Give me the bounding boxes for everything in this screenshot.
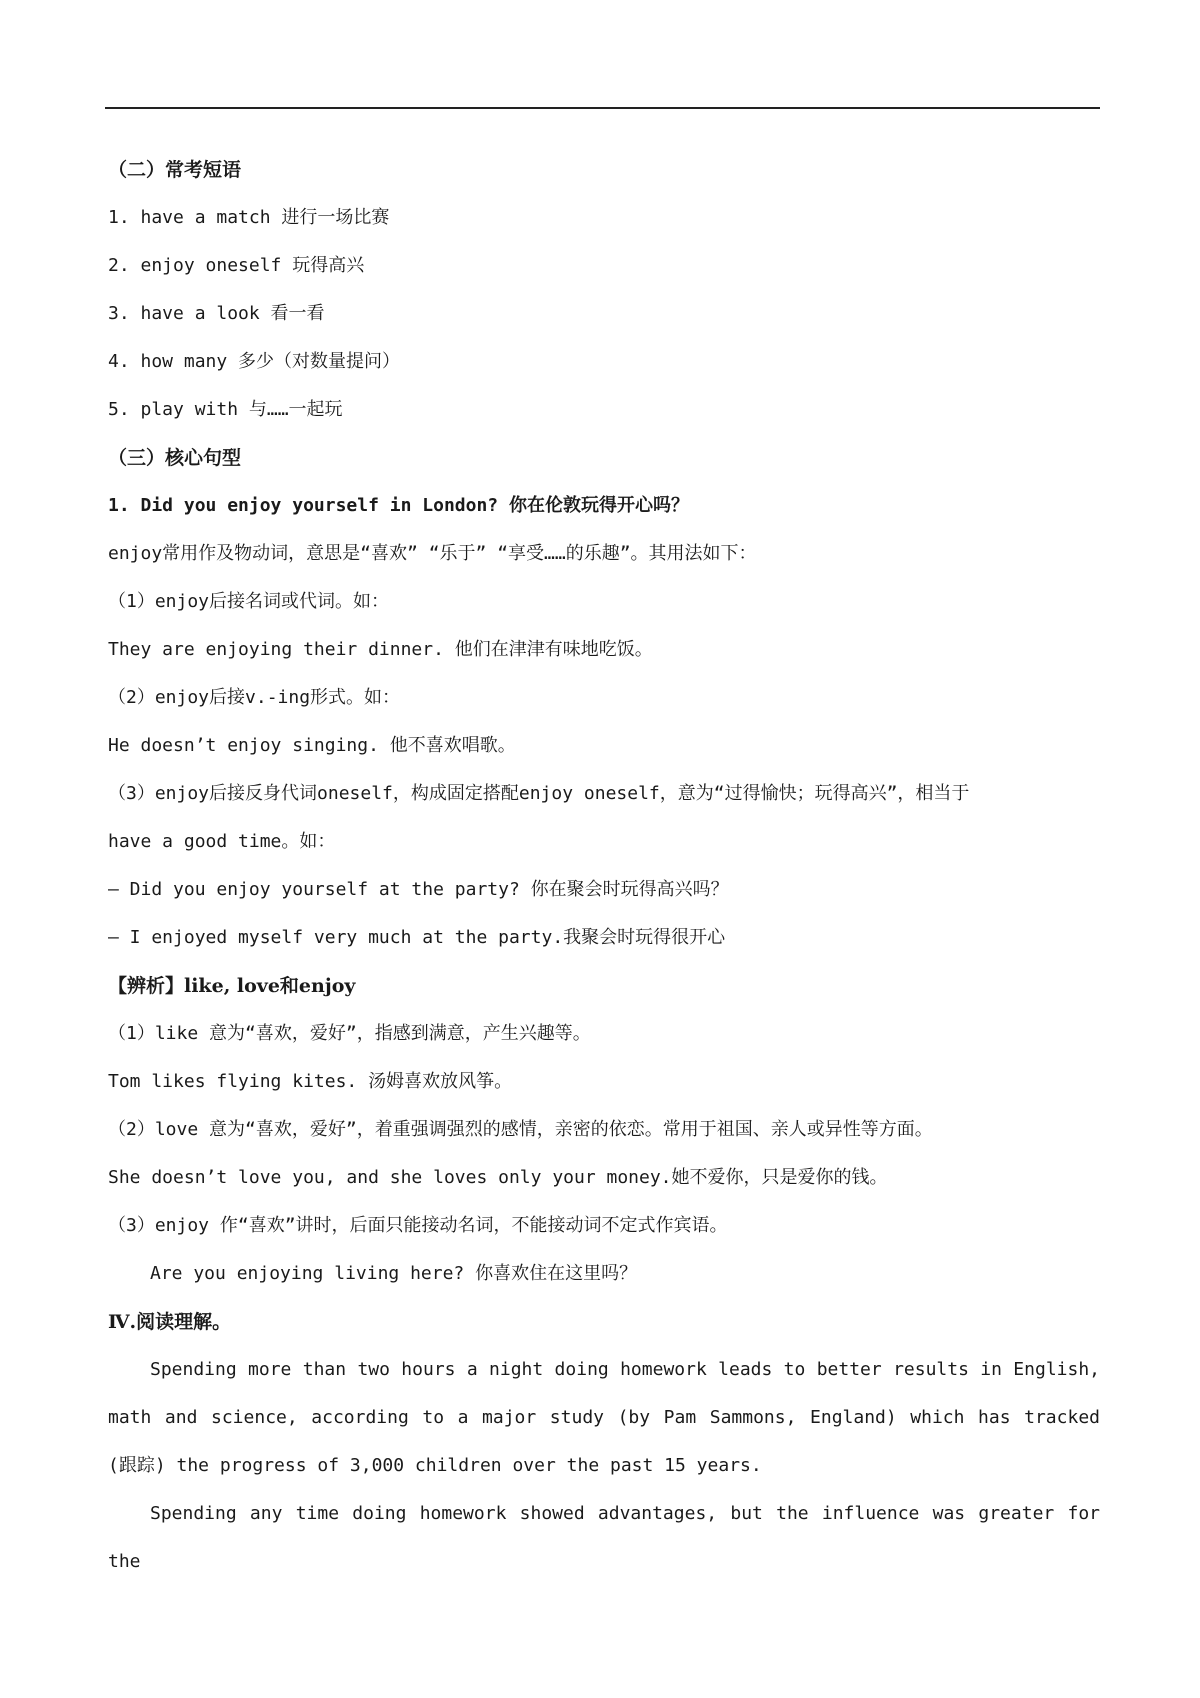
dialogue-line: — I enjoyed myself very much at the party.我聚会时玩得很开心 xyxy=(108,927,726,948)
usage-2: （2）enjoy后接v.-ing形式。如： xyxy=(108,687,401,708)
section-heading-phrases: （二）常考短语 xyxy=(108,159,242,181)
analysis-enjoy: （3）enjoy 作“喜欢”讲时，后面只能接动名词，不能接动词不定式作宾语。 xyxy=(108,1215,728,1236)
reading-heading: Ⅳ.阅读理解。 xyxy=(108,1311,232,1333)
analysis-love-example: She doesn’t love you, and she loves only your money.她不爱你，只是爱你的钱。 xyxy=(108,1167,888,1188)
phrase-item: 4. how many 多少（对数量提问） xyxy=(108,351,401,372)
example-2: He doesn’t enjoy singing. 他不喜欢唱歌。 xyxy=(108,735,516,756)
analysis-enjoy-example: Are you enjoying living here? 你喜欢住在这里吗？ xyxy=(150,1263,638,1284)
analysis-love: （2）love 意为“喜欢，爱好”，着重强调强烈的感情，亲密的依恋。常用于祖国、亲人或异性等方面。 xyxy=(108,1119,933,1140)
key-sentence: 1. Did you enjoy yourself in London? 你在伦敦玩得开心吗？ xyxy=(108,495,689,516)
header-rule xyxy=(105,107,1100,109)
analysis-like-example: Tom likes flying kites. 汤姆喜欢放风筝。 xyxy=(108,1071,513,1092)
document-body xyxy=(108,146,1100,1586)
usage-3: （3）enjoy后接反身代词oneself，构成固定搭配enjoy oneself，意为“过得愉快；玩得高兴”，相当于 xyxy=(108,783,970,804)
usage-1: （1）enjoy后接名词或代词。如： xyxy=(108,591,390,612)
reading-paragraph: Spending any time doing homework showed advantages, but the influence was greater for the xyxy=(108,1503,1100,1572)
phrase-item: 1. have a match 进行一场比赛 xyxy=(108,207,390,228)
phrase-item: 5. play with 与……一起玩 xyxy=(108,399,343,420)
analysis-like: （1）like 意为“喜欢，爱好”，指感到满意，产生兴趣等。 xyxy=(108,1023,591,1044)
usage-3-cont: have a good time。如： xyxy=(108,831,336,852)
analysis-heading: 【辨析】like, love和enjoy xyxy=(108,975,356,997)
example-1: They are enjoying their dinner. 他们在津津有味地吃饭。 xyxy=(108,639,653,660)
section-heading-sentences: （三）核心句型 xyxy=(108,447,242,469)
reading-paragraph: Spending more than two hours a night doing homework leads to better results in English, math and science, according to a major study (by Pam Sammons, England) which has tracked (跟踪) the progress of 3,000 children over the past 15 years. xyxy=(108,1359,1100,1476)
phrase-item: 3. have a look 看一看 xyxy=(108,303,325,324)
usage-intro: enjoy常用作及物动词，意思是“喜欢” “乐于” “享受……的乐趣”。其用法如下： xyxy=(108,543,757,564)
phrase-item: 2. enjoy oneself 玩得高兴 xyxy=(108,255,365,276)
dialogue-line: — Did you enjoy yourself at the party? 你在聚会时玩得高兴吗？ xyxy=(108,879,729,900)
